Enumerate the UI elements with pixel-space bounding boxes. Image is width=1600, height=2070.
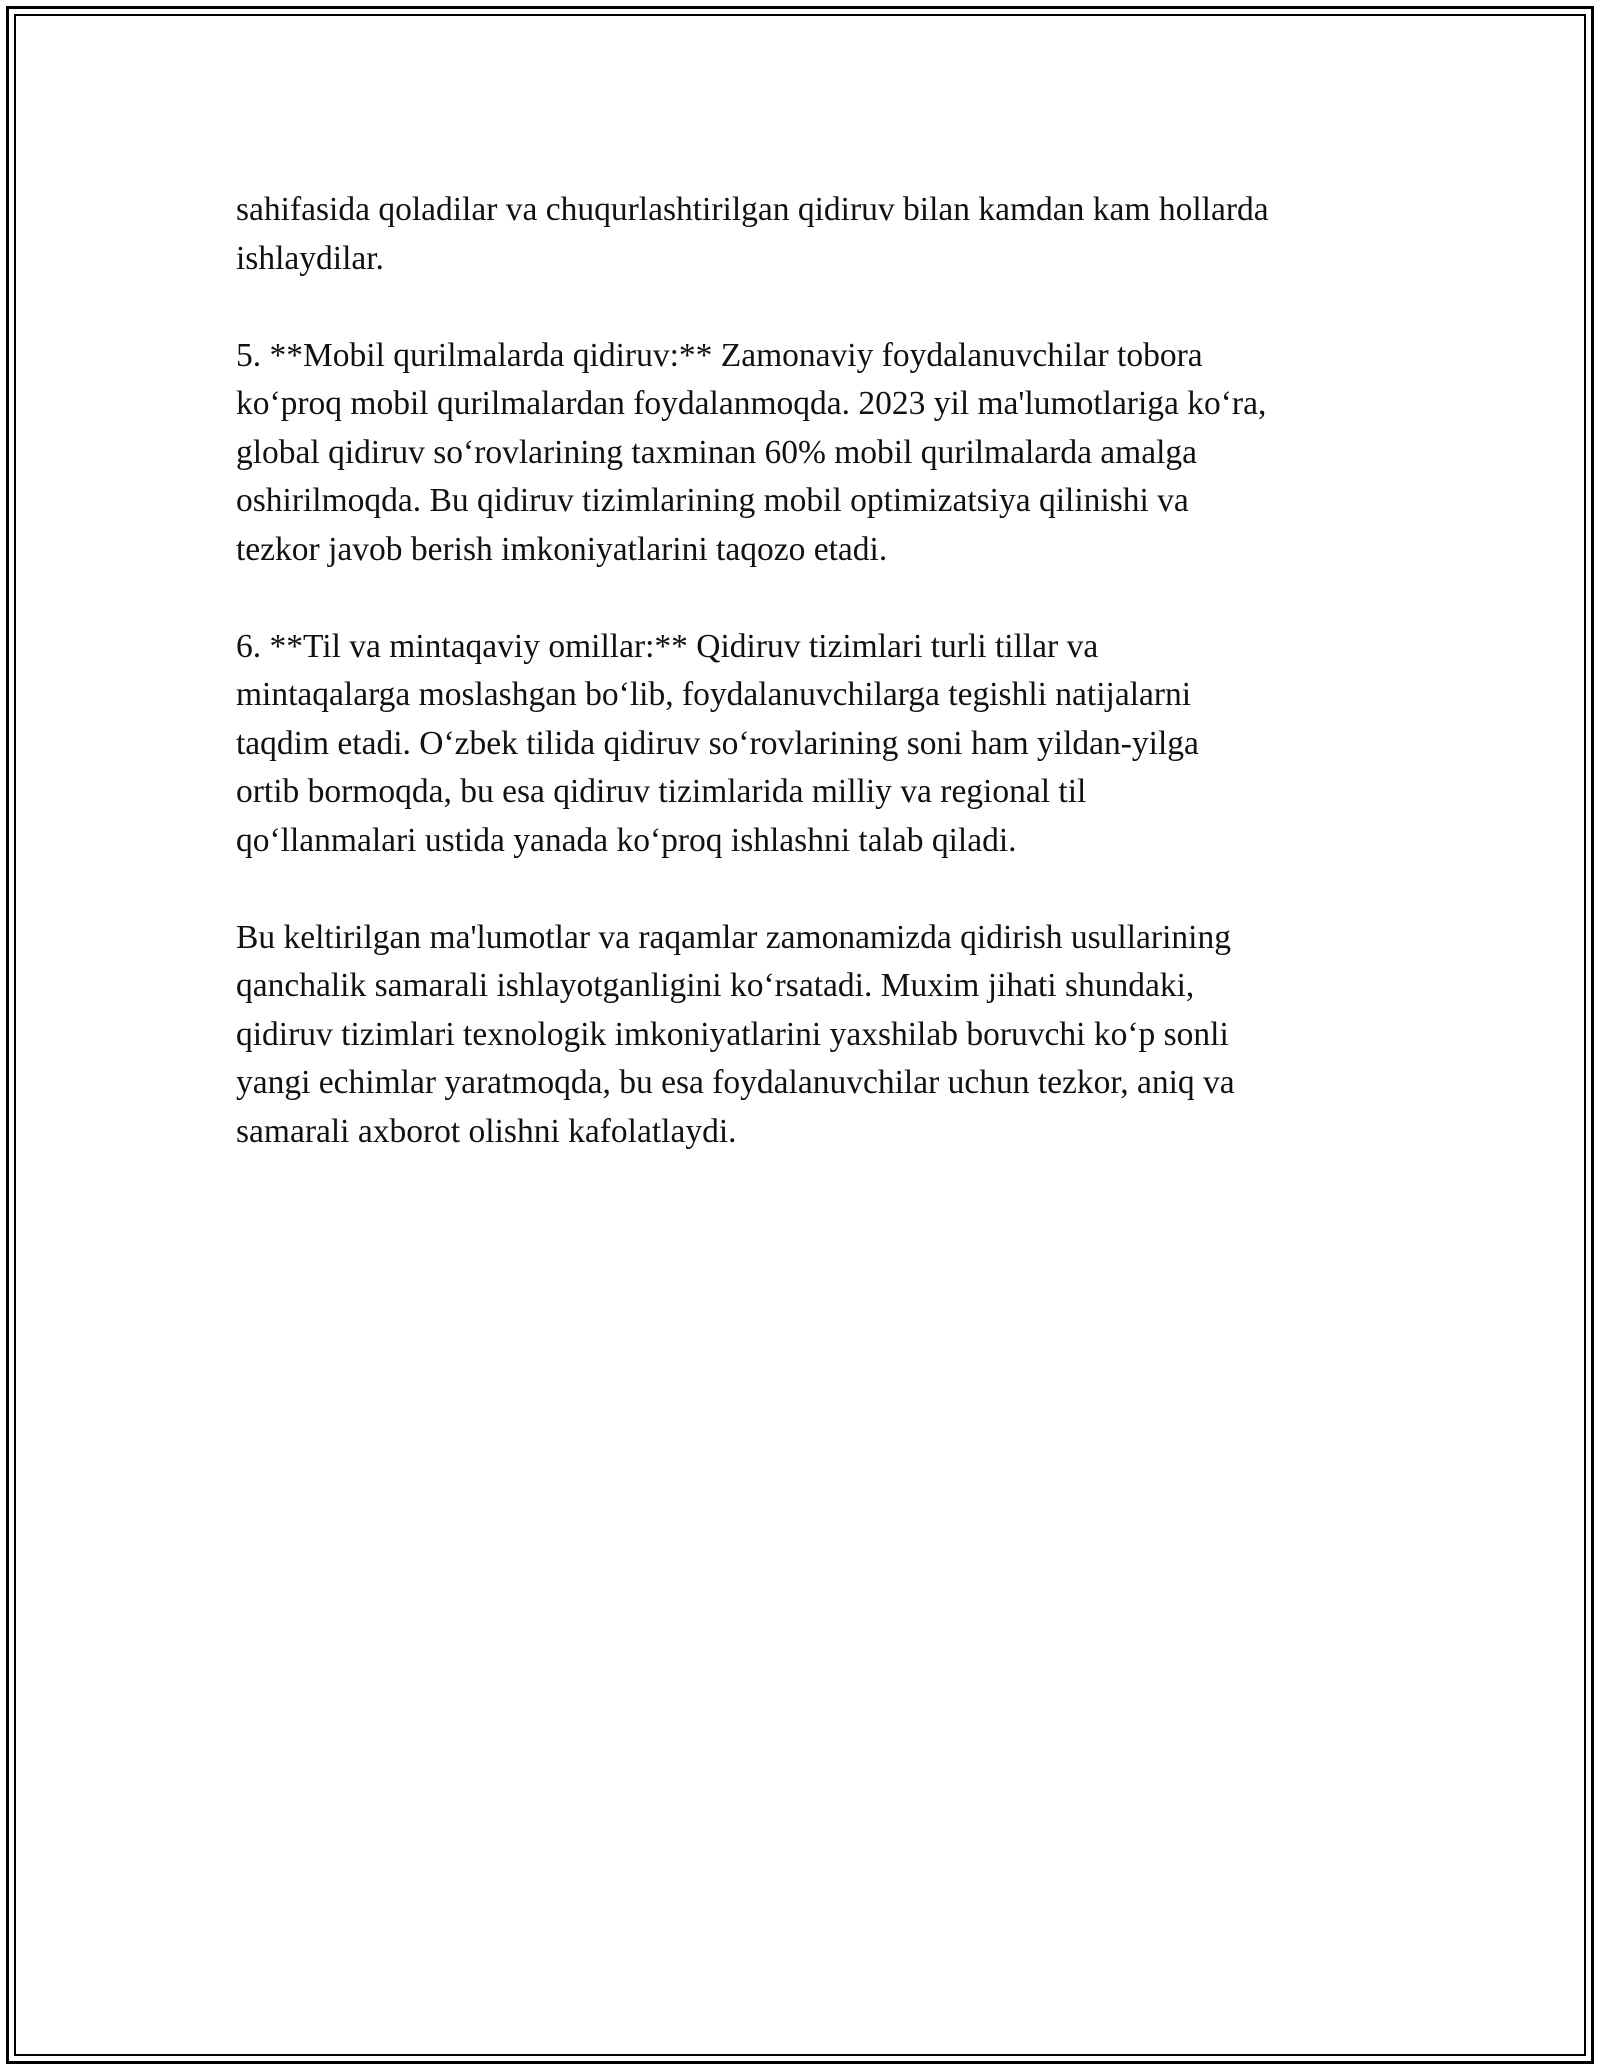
paragraph-mobile-search: 5. **Mobil qurilmalarda qidiruv:** Zamonaviy foydalanuvchilar tobora ko‘proq mobil qurilmalardan foydalanmoqda. 2023 yil ma'lumotlariga ko‘ra, global qidiruv so‘rovlarining taxminan 60% mobil qurilmalarda amalga oshirilmoqda. Bu qidiruv tizimlarining mobil optimizatsiya qilinishi va tezkor javob berish imkoniyatlarini taqozo etadi.	[236, 336, 1267, 568]
paragraph-conclusion: Bu keltirilgan ma'lumotlar va raqamlar zamonamizda qidirish usullarining qanchalik samarali ishlayotganligini ko‘rsatadi. Muxim jihati shundaki, qidiruv tizimlari texnologik imkoniyatlarini yaxshilab boruvchi ko‘p sonli yangi echimlar yaratmoqda, bu esa foydalanuvchilar uchun tezkor, aniq va samarali axborot olishni kafolatlaydi.	[236, 918, 1235, 1150]
paragraph-continuation: sahifasida qoladilar va chuqurlashtirilgan qidiruv bilan kamdan kam hollarda ishlaydilar.	[236, 191, 1269, 277]
paragraph-language-regional: 6. **Til va mintaqaviy omillar:** Qidiruv tizimlari turli tillar va mintaqalarga moslashgan bo‘lib, foydalanuvchilarga tegishli natijalarni taqdim etadi. O‘zbek tilida qidiruv so‘rovlarining soni ham yildan-yilga ortib bormoqda, bu esa qidiruv tizimlarida milliy va regional til qo‘llanmalari ustida yanada ko‘proq ishlashni talab qiladi.	[236, 627, 1199, 859]
document-body	[236, 186, 1386, 1205]
